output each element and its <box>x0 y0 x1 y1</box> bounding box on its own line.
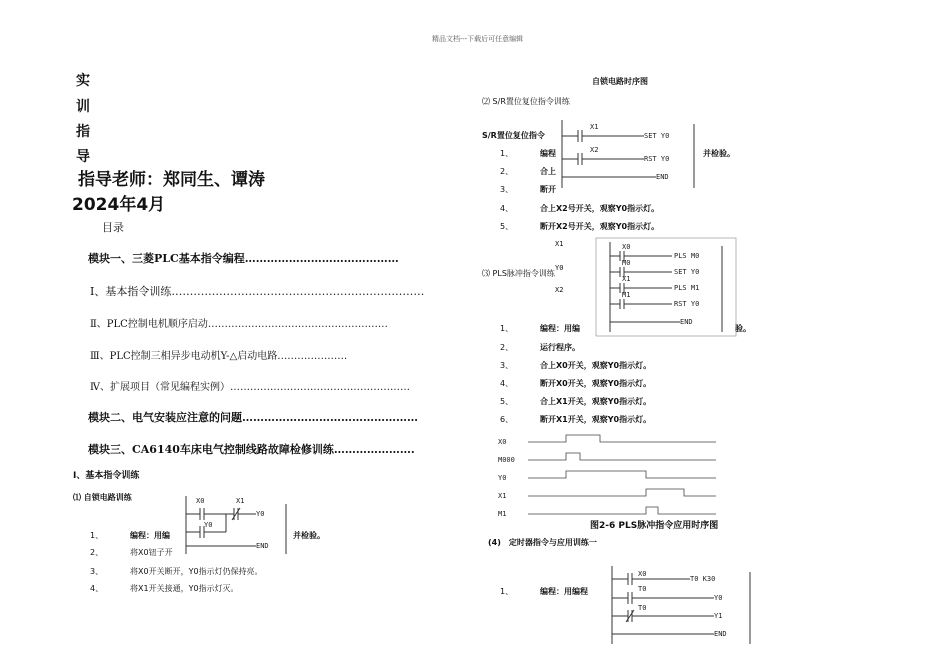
step-text: 编程 <box>540 149 556 158</box>
toc-item: Ⅰ、基本指令训练…………………………………………………………… <box>90 285 425 298</box>
timing-waveform <box>528 435 716 442</box>
ladder-coil: RST Y0 <box>674 300 700 308</box>
figure-caption: 图2-6 PLS脉冲指令应用时序图 <box>590 521 719 531</box>
ladder-label: X1 <box>622 275 631 283</box>
pls-side-label: X2 <box>555 286 564 294</box>
step-num: 3、 <box>500 361 514 370</box>
title-char-2: 训 <box>76 99 90 115</box>
pls-side-label: X1 <box>555 240 564 248</box>
step-num: 4、 <box>500 204 514 213</box>
ladder-coil: RST Y0 <box>644 155 670 163</box>
step-num: 4、 <box>90 584 104 593</box>
step-text: 断开 <box>540 185 556 194</box>
ladder-coil: PLS M1 <box>674 284 700 292</box>
step-num: 3、 <box>500 185 514 194</box>
ladder-label: X1 <box>236 497 245 505</box>
ladder-label: T0 <box>638 585 647 593</box>
timing-waveform <box>528 507 716 514</box>
step-num: 5、 <box>500 397 514 406</box>
ladder-end: END <box>714 630 727 638</box>
timing-waveform <box>528 471 716 478</box>
step-num: 4、 <box>500 379 514 388</box>
sr-ladder-diagram <box>560 120 700 190</box>
step-num: 3、 <box>90 567 104 576</box>
pls-side-label: Y0 <box>555 264 564 272</box>
timing-signal-label: Y0 <box>498 474 507 482</box>
timing-signal-label: X0 <box>498 438 507 446</box>
step-num: 1、 <box>500 587 514 596</box>
ladder-label: X0 <box>638 570 647 578</box>
step-num: 1、 <box>500 324 514 333</box>
timing-signal-label: M1 <box>498 510 507 518</box>
toc-item: Ⅲ、PLC控制三相异步电动机Y-△启动电路………………… <box>90 351 348 362</box>
step-num: 5、 <box>500 222 514 231</box>
step-text: 将X1开关接通，Y0指示灯灭。 <box>130 584 239 593</box>
step-text: 断开X2号开关，观察Y0指示灯。 <box>540 222 660 231</box>
ladder-label: X0 <box>196 497 205 505</box>
page-header: 精品文档---下载后可任意编辑 <box>432 35 524 43</box>
timing-signal-label: M000 <box>498 456 515 464</box>
ladder-coil: SET Y0 <box>674 268 700 276</box>
pls-tail: 验。 <box>735 324 751 333</box>
title-char-4: 导 <box>76 149 90 165</box>
title-char-3: 指 <box>76 124 90 140</box>
subsection-heading: ⑴ 自锁电路训练 <box>73 493 132 502</box>
toc-item: 模块二、电气安装应注意的问题………………………………………… <box>88 411 418 424</box>
ladder-label: T0 <box>638 604 647 612</box>
toc-item: Ⅳ、扩展项目（常见编程实例）……………………………………………… <box>90 382 410 393</box>
timing-signal-label: X1 <box>498 492 507 500</box>
step-num: 2、 <box>500 167 514 176</box>
step-num: 6、 <box>500 415 514 424</box>
ladder-end: END <box>680 318 693 326</box>
ladder-label: X0 <box>622 243 631 251</box>
sr-label: S/R置位复位指令 <box>482 131 545 140</box>
step-text: 编程：用编 <box>540 324 580 333</box>
step-text: 合上 <box>540 167 556 176</box>
ladder-coil: Y1 <box>714 612 723 620</box>
timing-title: 自锁电路时序图 <box>592 77 648 86</box>
step-text: 合上X0开关，观察Y0指示灯。 <box>540 361 652 370</box>
timing-waveform <box>528 489 716 496</box>
timing-waveform <box>528 453 716 460</box>
pls-ladder-diagram <box>596 238 736 338</box>
toc-title: 目录 <box>102 221 124 234</box>
ladder-label: X2 <box>590 146 599 154</box>
timer-ladder-diagram <box>610 566 760 646</box>
step-text: 将X0开关断开，Y0指示灯仍保持亮。 <box>130 567 263 576</box>
ladder-coil: Y0 <box>714 594 723 602</box>
step-num: 1、 <box>90 531 104 540</box>
step-text-tail: 并检验。 <box>293 531 325 540</box>
ladder-end: END <box>656 173 669 181</box>
step-num: 2、 <box>500 343 514 352</box>
instructor: 指导老师：郑同生、谭涛 <box>78 170 265 190</box>
title-char-1: 实 <box>76 73 90 89</box>
timer-title: (4) 定时器指令与应用训练一 <box>488 538 597 547</box>
step-text: 合上X2号开关，观察Y0指示灯。 <box>540 204 660 213</box>
step-num: 2、 <box>90 548 104 557</box>
ladder-label: X1 <box>590 123 599 131</box>
ladder-coil: T0 K30 <box>690 575 716 583</box>
ladder-coil: PLS M0 <box>674 252 700 260</box>
self-lock-ladder-diagram <box>184 496 294 556</box>
toc-item: Ⅱ、PLC控制电机顺序启动……………………………………………… <box>90 319 388 330</box>
ladder-label: M1 <box>622 291 631 299</box>
toc-item: 模块一、三菱PLC基本指令编程…………………………………… <box>88 252 399 265</box>
ladder-label: Y0 <box>204 521 213 529</box>
step-num: 1、 <box>500 149 514 158</box>
step-text: 断开X0开关，观察Y0指示灯。 <box>540 379 652 388</box>
pls-timing-diagram <box>498 432 728 522</box>
ladder-coil: SET Y0 <box>644 132 670 140</box>
ladder-end: END <box>256 542 269 550</box>
step-text: 将X0钮子开 <box>130 548 173 557</box>
pls-title: ⑶ PLS脉冲指令训练 <box>482 269 555 278</box>
step-text: 编程：用编程 <box>540 587 588 596</box>
step-text: 断开X1开关，观察Y0指示灯。 <box>540 415 652 424</box>
sr-tail: 并检验。 <box>703 149 735 158</box>
step-text: 运行程序。 <box>540 343 580 352</box>
ladder-coil: Y0 <box>256 510 265 518</box>
section-heading: Ⅰ、基本指令训练 <box>73 471 140 481</box>
toc-item: 模块三、CA6140车床电气控制线路故障检修训练…………………. <box>88 443 415 456</box>
ladder-label: M0 <box>622 259 631 267</box>
step-text: 合上X1开关，观察Y0指示灯。 <box>540 397 652 406</box>
step-text: 编程：用编 <box>130 531 170 540</box>
sr-title: ⑵ S/R置位复位指令训练 <box>482 97 570 106</box>
date: 2024年4月 <box>72 195 166 215</box>
